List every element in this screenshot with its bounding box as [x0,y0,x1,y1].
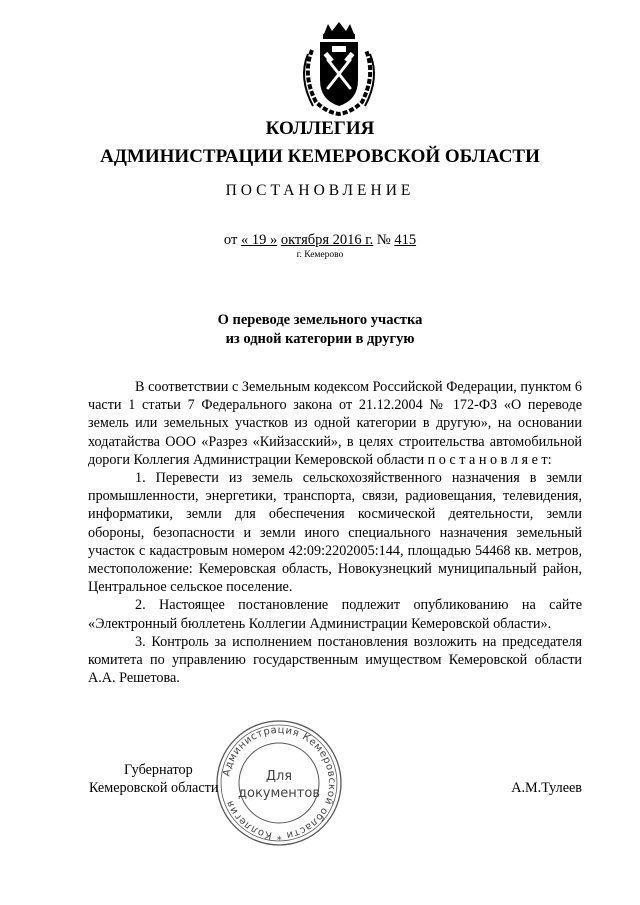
document-number: 415 [394,232,417,248]
coat-of-arms-icon [294,20,384,120]
date-prefix: от [223,232,241,248]
collegium-title: КОЛЛЕГИЯ [265,118,375,139]
official-seal-icon [214,718,344,848]
number-sign: № [376,232,391,248]
seal-ring-text: Администрация Кемеровской области * Коллегия [221,724,338,842]
seal-center-line-1: Для [265,769,293,784]
subject-line-1: О переводе земельного участка [217,312,423,328]
date-line [0,232,640,249]
paragraph-preamble: В соответствии с Земельным кодексом Российской Федерации, пунктом 6 части 1 статьи 7 Федерального закона от 21.12.2004 № 172-ФЗ «О переводе земель или земельных участков из одной категории в другую», на основании ходатайства ООО «Разрез «Кийзасский», в целях строительства автомобильной дороги Коллегия Администрации Кемеровской области п о с т а н о в л я е т: [88,379,582,468]
signer-title-line-1: Губернатор [124,762,193,778]
administration-title: АДМИНИСТРАЦИИ КЕМЕРОВСКОЙ ОБЛАСТИ [100,146,540,167]
document-type: ПОСТАНОВЛЕНИЕ [225,182,415,199]
paragraph-item-2: 2. Настоящее постановление подлежит опубликованию на сайте «Электронный бюллетень Коллегии Администрации Кемеровской области». [88,597,582,632]
document-body [88,378,582,687]
date-day: « 19 » [240,232,278,248]
date-month-year: октября 2016 г. [280,232,374,248]
paragraph-item-1: 1. Перевести из земель сельскохозяйственного назначения в земли промышленности, энергетики, транспорта, связи, радиовещания, телевидения, информатики, земли для обеспечения космической деятельности, земли обороны, безопасности и земли иного специального назначения земельный участок с кадастровым номером 42:09:2202005:144, площадью 54468 кв. метров, местоположение: Кемеровская область, Новокузнецкий муниципальный район, Центральное сельское поселение. [88,470,582,596]
signer-name: А.М.Тулеев [511,780,582,796]
subject-line-2: из одной категории в другую [225,331,415,347]
city-name: г. Кемерово [296,250,344,260]
seal-center-line-2: документов [238,786,320,801]
paragraph-item-3: 3. Контроль за исполнением постановления возложить на председателя комитета по управлению государственным имуществом Кемеровской области А.А. Решетова. [88,633,582,687]
signer-title-line-2: Кемеровской области [89,780,219,796]
